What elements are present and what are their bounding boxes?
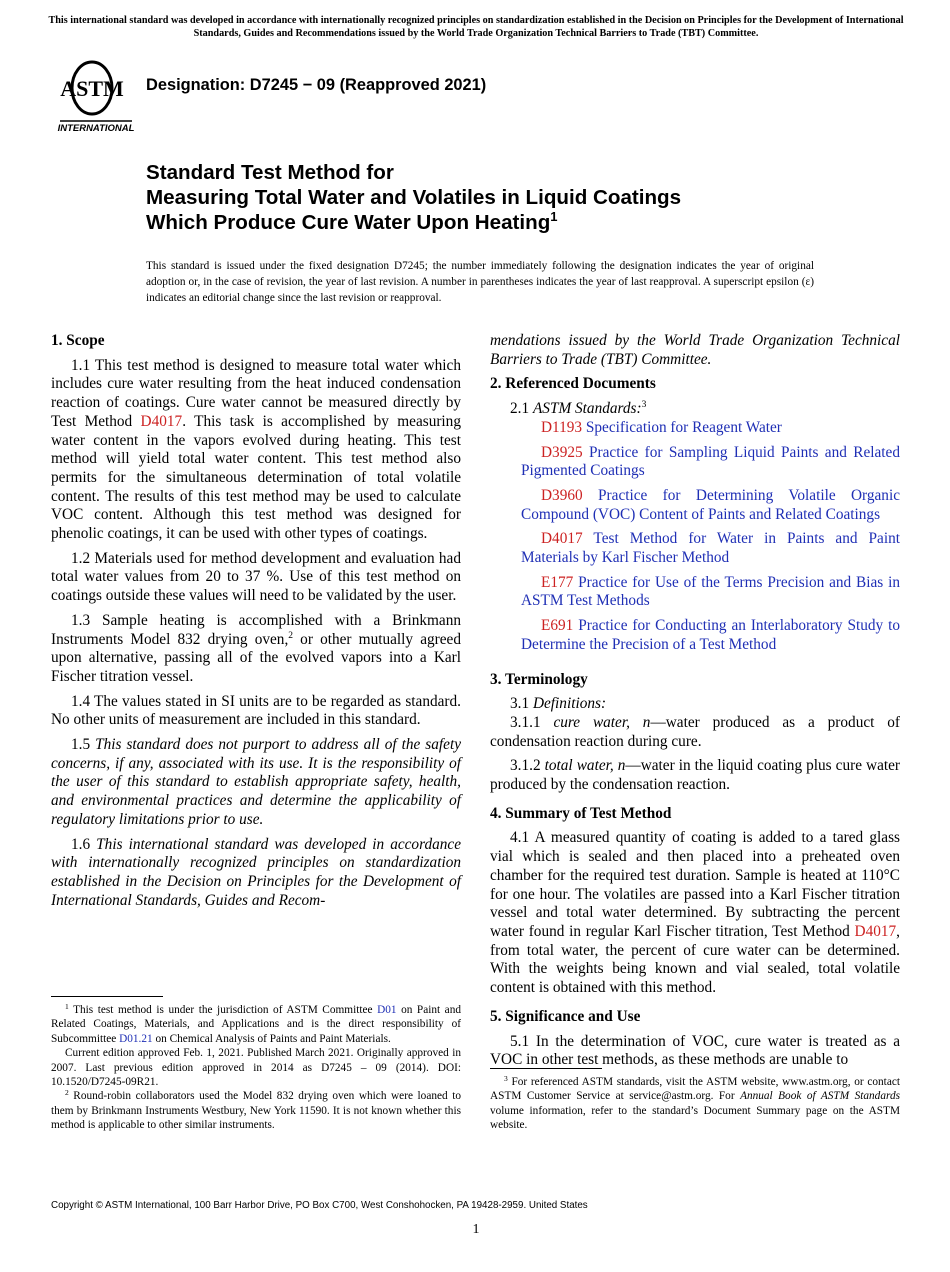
standard-code-link[interactable]: D3960 — [541, 486, 583, 504]
referenced-standard-item — [490, 617, 900, 654]
footnote-1-mark: 1 — [65, 1002, 69, 1011]
para-1-6-continued-text: mendations issued by the World Trade Organization Technical Barriers to Trade (TBT) Committee. — [490, 332, 900, 368]
copyright-notice: Copyright © ASTM International, 100 Barr Harbor Drive, PO Box C700, West Conshohocken, PA 19428-2959. United States — [51, 1200, 588, 1211]
section-1-heading: 1. Scope — [51, 332, 105, 349]
title-footnote-mark: 1 — [550, 209, 558, 224]
para-1-5-text: This standard does not purport to address all of the safety concerns, if any, associated with its use. It is the responsibility of the user of this standard to establish appropriate safety, health, and environmental practices and determine the applicability of regulatory limitations prior to use. — [51, 736, 461, 828]
para-1-6-continued — [490, 332, 900, 369]
standard-code-link[interactable]: D3925 — [541, 443, 583, 461]
footnote-2-text: Round-robin collaborators used the Model 832 drying oven which were loaned to them by Brinkmann Instruments Westbury, New York 11590. It is not known whether this method is applicable to other similar instruments. — [51, 1090, 461, 1132]
footnotes-right — [490, 1075, 900, 1133]
para-1-3 — [51, 612, 461, 687]
para-4-1 — [490, 829, 900, 997]
astm-logo-icon — [52, 58, 136, 132]
definition-3-1-2 — [490, 757, 900, 794]
definition-3-1-1 — [490, 714, 900, 751]
referenced-standard-item — [490, 530, 900, 567]
section-5-heading: 5. Significance and Use — [490, 1007, 641, 1025]
referenced-standard-item — [490, 487, 900, 524]
footnote-3 — [490, 1075, 900, 1133]
issued-note: This standard is issued under the fixed designation D7245; the number immediately following the designation indicates the year of original adoption or, in the case of revision, the year of last revision. A number in parentheses indicates the year of last reapproval. A superscript epsilon (ε) indicates an editorial change since the last revision or reapproval. — [146, 260, 814, 304]
standard-title-link[interactable]: Specification for Reagent Water — [585, 418, 782, 436]
standard-title-link[interactable]: Test Method for Water in Paints and Paint Materials by Karl Fischer Method — [521, 530, 900, 567]
standard-code-link[interactable]: D4017 — [541, 530, 583, 548]
link-d4017-2[interactable]: D4017 — [854, 922, 897, 940]
para-1-3-text-b: or other mutually agreed upon alternative, passing all of the evolved vapors into a Karl Fischer titration vessel. — [51, 630, 461, 685]
para-1-4: 1.4 The values stated in SI units are to be regarded as standard. No other units of measurement are included in this standard. — [51, 692, 461, 729]
para-1-3-text-a: 1.3 Sample heating is accomplished with a Brinkmann Instruments Model 832 drying oven, — [51, 611, 461, 648]
para-1-6-text: This international standard was developed in accordance with internationally recognized principles on standardization established in the Decision on Principles for the Development of International Standards, Guides and Recom- — [51, 835, 461, 909]
definition-3-1-2-num: 3.1.2 — [510, 757, 545, 775]
designation: Designation: D7245 − 09 (Reapproved 2021) — [146, 76, 487, 94]
footnotes-left — [51, 1003, 461, 1133]
document-title — [146, 160, 866, 235]
para-1-1 — [51, 357, 461, 544]
para-5-1: 5.1 In the determination of VOC, cure water is treated as a VOC in other test methods, as these methods are unable to — [490, 1032, 900, 1069]
standard-title-link[interactable]: Practice for Sampling Liquid Paints and Related Pigmented Coatings — [521, 443, 900, 480]
footnote-3-mark: 3 — [504, 1074, 508, 1083]
referenced-standards-list — [490, 419, 900, 655]
standard-code-link[interactable]: E177 — [541, 573, 574, 591]
footnote-1-text-a: This test method is under the jurisdiction of ASTM Committee — [68, 1004, 378, 1016]
footnote-2 — [51, 1089, 461, 1132]
logo-letters: ASTM — [60, 76, 124, 101]
definition-3-1-1-term: cure water, n — [553, 713, 651, 731]
left-column — [51, 332, 461, 916]
section-3-heading: 3. Terminology — [490, 670, 588, 688]
footnote-rule-right — [490, 1068, 602, 1069]
para-1-6-num: 1.6 — [71, 835, 97, 853]
footnote-ref-3: 3 — [641, 400, 647, 411]
link-d01-21[interactable]: D01.21 — [119, 1032, 153, 1045]
footnote-rule-left — [51, 996, 163, 997]
standard-code-link[interactable]: E691 — [541, 617, 574, 635]
para-1-1-text-a: 1.1 This test method is designed to measure total water which includes cure water resulting from the heat induced condensation reaction of coatings. Cure water cannot be measured directly by Test Method — [51, 356, 461, 430]
page-number: 1 — [472, 1222, 480, 1237]
title-line-3-text: Which Produce Cure Water Upon Heating — [146, 211, 551, 234]
astm-logo — [52, 58, 136, 132]
footnote-1-text-c: on Chemical Analysis of Paints and Paint Materials. — [152, 1032, 391, 1045]
standard-code-link[interactable]: D1193 — [541, 418, 583, 436]
para-1-6 — [51, 836, 461, 911]
referenced-standard-item — [490, 444, 900, 481]
link-d4017[interactable]: D4017 — [140, 412, 183, 430]
definition-3-1-2-term: total water, n — [544, 757, 626, 775]
footnote-ref-2: 2 — [288, 630, 294, 641]
subsection-2-1-label: ASTM Standards: — [532, 400, 642, 418]
standard-title-link[interactable]: Practice for Determining Volatile Organic Compound (VOC) Content of Paints and Related Coatings — [521, 486, 900, 523]
definition-3-1-1-text: —water produced as a product of condensation reaction during cure. — [490, 713, 900, 750]
footnote-1-text-b: on Paint and Related Coatings, Materials, and Applications and is the direct responsibility of Subcommittee — [51, 1004, 461, 1045]
footnote-3-italic: Annual Book of ASTM Standards — [740, 1090, 900, 1103]
definition-3-1-2-text: —water in the liquid coating plus cure water produced by the condensation reaction. — [490, 757, 901, 794]
footnote-3-text-b: volume information, refer to the standard’s Document Summary page on the ASTM website. — [490, 1104, 900, 1132]
standard-title-link[interactable]: Practice for Use of the Terms Precision and Bias in ASTM Test Methods — [521, 573, 901, 610]
para-1-1-text-b: . This task is accomplished by measuring water content in the vapors evolved during heating. This test method will yield total water content. This test method also permits for the simultaneous determination of total volatile content. The results of this test method may be used to calculate VOC content. Although this test method was designed for phenolic coatings, it can be used with other types of coatings. — [51, 412, 461, 543]
referenced-standard-item — [490, 574, 900, 611]
definition-3-1-1-num: 3.1.1 — [510, 713, 554, 731]
para-1-2: 1.2 Materials used for method development and evaluation had total water values from 20 to 37 %. Use of this test method on coatings outside these values will need to be validated by the user. — [51, 549, 461, 605]
para-1-5-num: 1.5 — [71, 736, 96, 754]
footnote-2-mark: 2 — [65, 1088, 69, 1098]
subsection-3-1-label: Definitions: — [532, 695, 607, 713]
title-line-3 — [146, 210, 866, 235]
para-4-1-text-a: 4.1 A measured quantity of coating is added to a tared glass vial which is sealed and then placed into a preheated oven chamber for the required test duration. Sample is heated at 110°C for one hour. The volatiles are passed into a Karl Fischer titration vessel and total water determined. By subtracting the percent water found in regular Karl Fischer titration, Test Method — [490, 829, 900, 940]
subsection-3-1-num: 3.1 — [510, 695, 533, 713]
standard-title-link[interactable]: Practice for Conducting an Interlaboratory Study to Determine the Precision of a Test Method — [521, 617, 900, 653]
top-notice: This international standard was developed in accordance with internationally recognized principles on standardization established in the Decision on Principles for the Development of International Standards, Guides and Recommendations issued by the World Trade Organization Technical Barriers to Trade (TBT) Committee. — [48, 15, 904, 39]
subsection-2-1-num: 2.1 — [510, 400, 533, 418]
title-line-1: Standard Test Method for — [146, 161, 394, 184]
footnote-1-edition: Current edition approved Feb. 1, 2021. Published March 2021. Originally approved in 2007. Last previous edition approved in 2014 as D7245 – 09 (2014). DOI: 10.1520/D7245-09R21. — [51, 1047, 461, 1089]
footnote-3-text-a: For referenced ASTM standards, visit the ASTM website, www.astm.org, or contact ASTM Customer Service at service@astm.org. For — [490, 1076, 900, 1103]
para-1-5 — [51, 736, 461, 830]
section-4-heading: 4. Summary of Test Method — [490, 804, 672, 822]
footnote-1 — [51, 1003, 461, 1046]
link-d01[interactable]: D01 — [377, 1004, 397, 1016]
logo-word: INTERNATIONAL — [57, 123, 135, 132]
right-column — [490, 332, 900, 1076]
section-2-heading: 2. Referenced Documents — [490, 375, 656, 393]
subsection-3-1 — [490, 695, 900, 714]
title-line-2: Measuring Total Water and Volatiles in Liquid Coatings — [146, 186, 682, 209]
referenced-standard-item — [490, 419, 900, 438]
subsection-2-1 — [490, 400, 900, 419]
para-4-1-text-b: , from total water, the percent of cure water can be determined. With the weights being known and vial sealed, total volatile content is obtained with this method. — [490, 922, 900, 997]
